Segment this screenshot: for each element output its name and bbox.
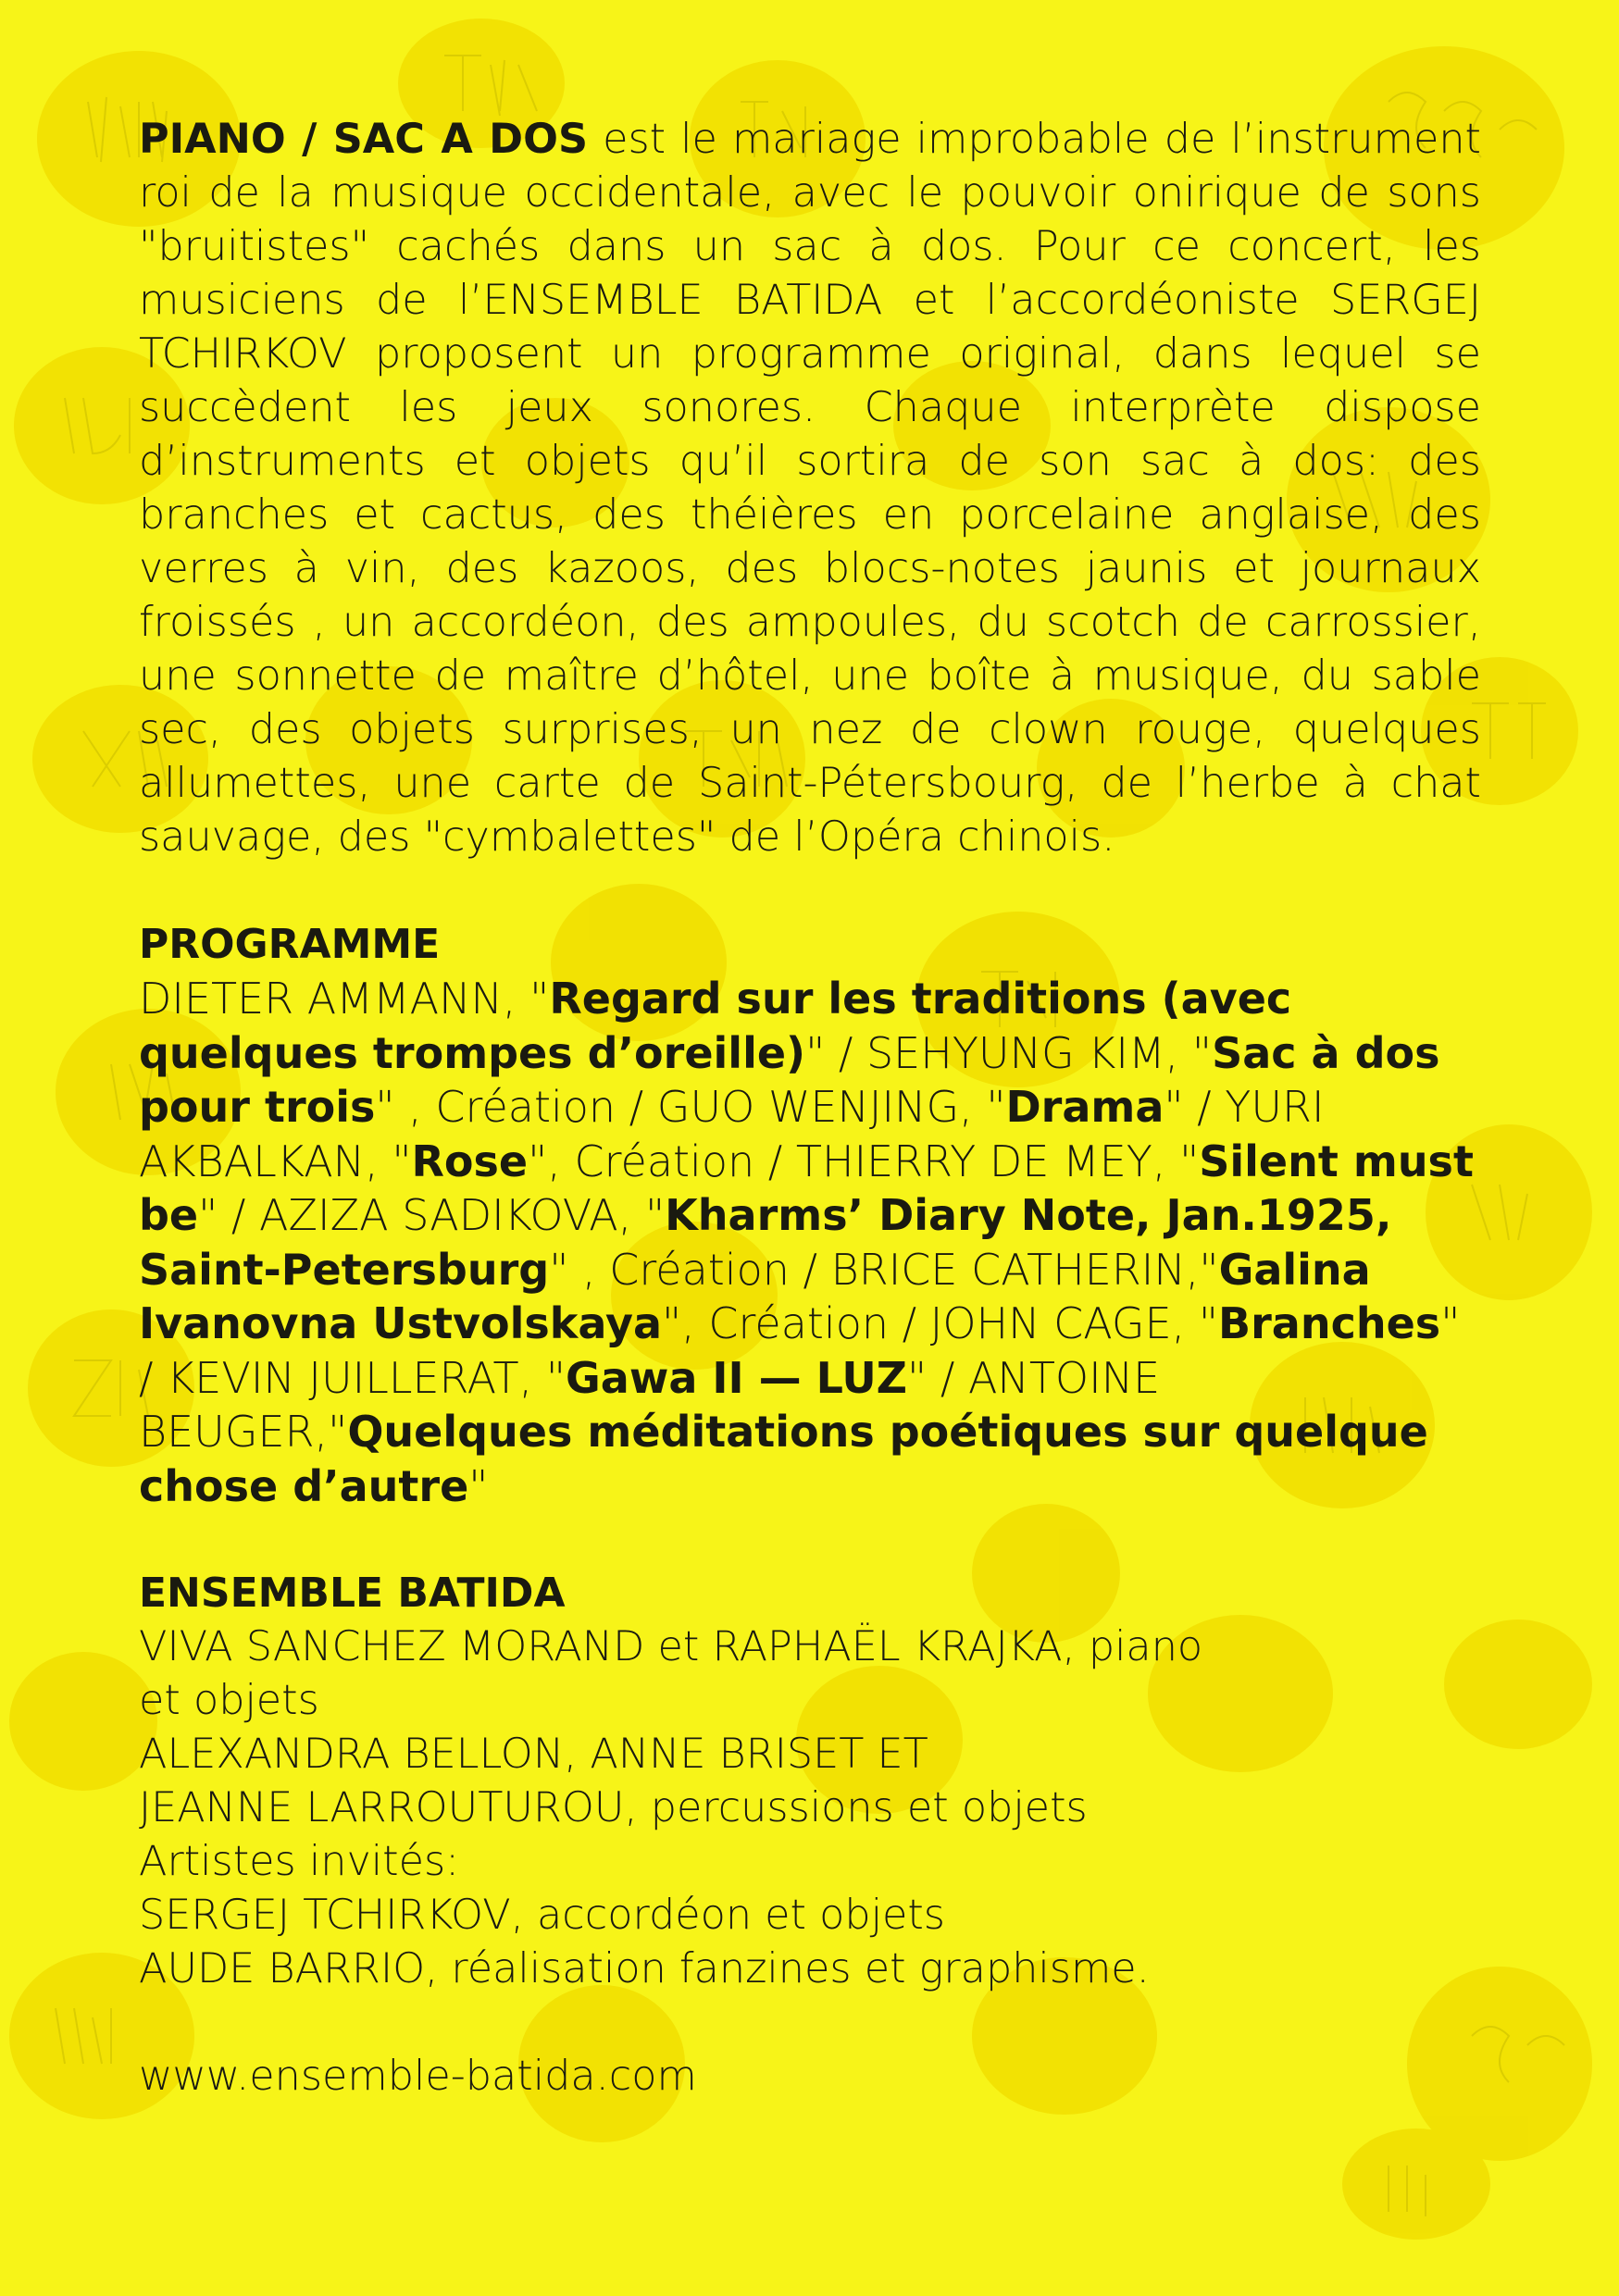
ensemble-line: JEANNE LARROUTUROU, percussions et objets <box>139 1784 1088 1831</box>
programme-text: " / KEVIN JUILLERAT, " <box>139 1298 1461 1403</box>
programme-text: ", Création / JOHN CAGE, " <box>661 1298 1219 1348</box>
website-link[interactable]: www.ensemble-batida.com <box>139 2053 697 2100</box>
programme-text: " , Création / GUO WENJING, " <box>375 1082 1006 1132</box>
work-title: Branches <box>1218 1298 1441 1348</box>
ensemble-line: et objets <box>139 1677 319 1724</box>
document-body <box>139 113 1481 2104</box>
ensemble-line: Artistes invités: <box>139 1838 460 1885</box>
ensemble-line: VIVA SANCHEZ MORAND et RAPHAËL KRAJKA, piano <box>139 1623 1203 1670</box>
work-title: Rose <box>411 1136 529 1186</box>
programme-list <box>139 972 1481 1513</box>
programme-text: " / AZIZA SADIKOVA, " <box>198 1190 666 1240</box>
work-title: Sac à dos pour trois <box>139 1027 1440 1132</box>
programme-text: " / SEHYUNG KIM, " <box>805 1027 1213 1078</box>
programme-text: " / ANTOINE BEUGER," <box>139 1352 1161 1457</box>
programme-text: DIETER AMMANN, " <box>139 974 550 1024</box>
intro-text: est le mariage improbable de l’instrument roi de la musique occidentale, avec le pouvoir onirique de sons "bruitistes" cachés dans un sac à dos. Pour ce concert, les musiciens de l’ENSEMBLE BATIDA et l’accordéoniste SERGEJ TCHIRKOV proposent un programme original, dans lequel se succèdent les jeux sonores. Chaque interprète dispose d’instruments et objets qu’il sortira de son sac à dos: des branches et cactus, des théières en porcelaine anglaise, des verres à vin, des kazoos, des blocs-notes jaunis et journaux froissés , un accordéon, des ampoules, du scotch de carrossier, une sonnette de maître d’hôtel, une boîte à musique, du sable sec, des objets surprises, un nez de clown rouge, quelques allumettes, une carte de Saint-Pétersbourg, de l’herbe à chat sauvage, des "cymbalettes" de l’Opéra chinois. <box>139 116 1481 861</box>
work-title: Silent must be <box>139 1136 1474 1240</box>
programme-text: " , Création / BRICE CATHERIN," <box>549 1244 1219 1295</box>
work-title: Gawa II — LUZ <box>566 1352 908 1403</box>
intro-paragraph <box>139 113 1481 864</box>
programme-text: ", Création / THIERRY DE MEY, " <box>528 1136 1200 1186</box>
work-title: Regard sur les traditions (avec quelques trompes d’oreille) <box>139 974 1292 1078</box>
ensemble-line: SERGEJ TCHIRKOV, accordéon et objets <box>139 1892 945 1939</box>
programme-text: " / YURI AKBALKAN, " <box>139 1082 1325 1186</box>
work-title: Quelques méditations poétiques sur quelque chose d’autre <box>139 1407 1428 1511</box>
work-title: Galina Ivanovna Ustvolskaya <box>139 1244 1371 1348</box>
work-title: Kharms’ Diary Note, Jan.1925, Saint-Petersburg <box>139 1190 1392 1295</box>
ensemble-heading: ENSEMBLE BATIDA <box>139 1570 566 1617</box>
work-title: Drama <box>1005 1082 1164 1132</box>
programme-text: " <box>468 1460 489 1511</box>
title: PIANO / SAC A DOS <box>139 116 588 163</box>
ensemble-line: ALEXANDRA BELLON, ANNE BRISET ET <box>139 1731 928 1778</box>
ensemble-line: AUDE BARRIO, réalisation fanzines et graphisme. <box>139 1945 1150 1992</box>
programme-heading: PROGRAMME <box>139 921 441 968</box>
